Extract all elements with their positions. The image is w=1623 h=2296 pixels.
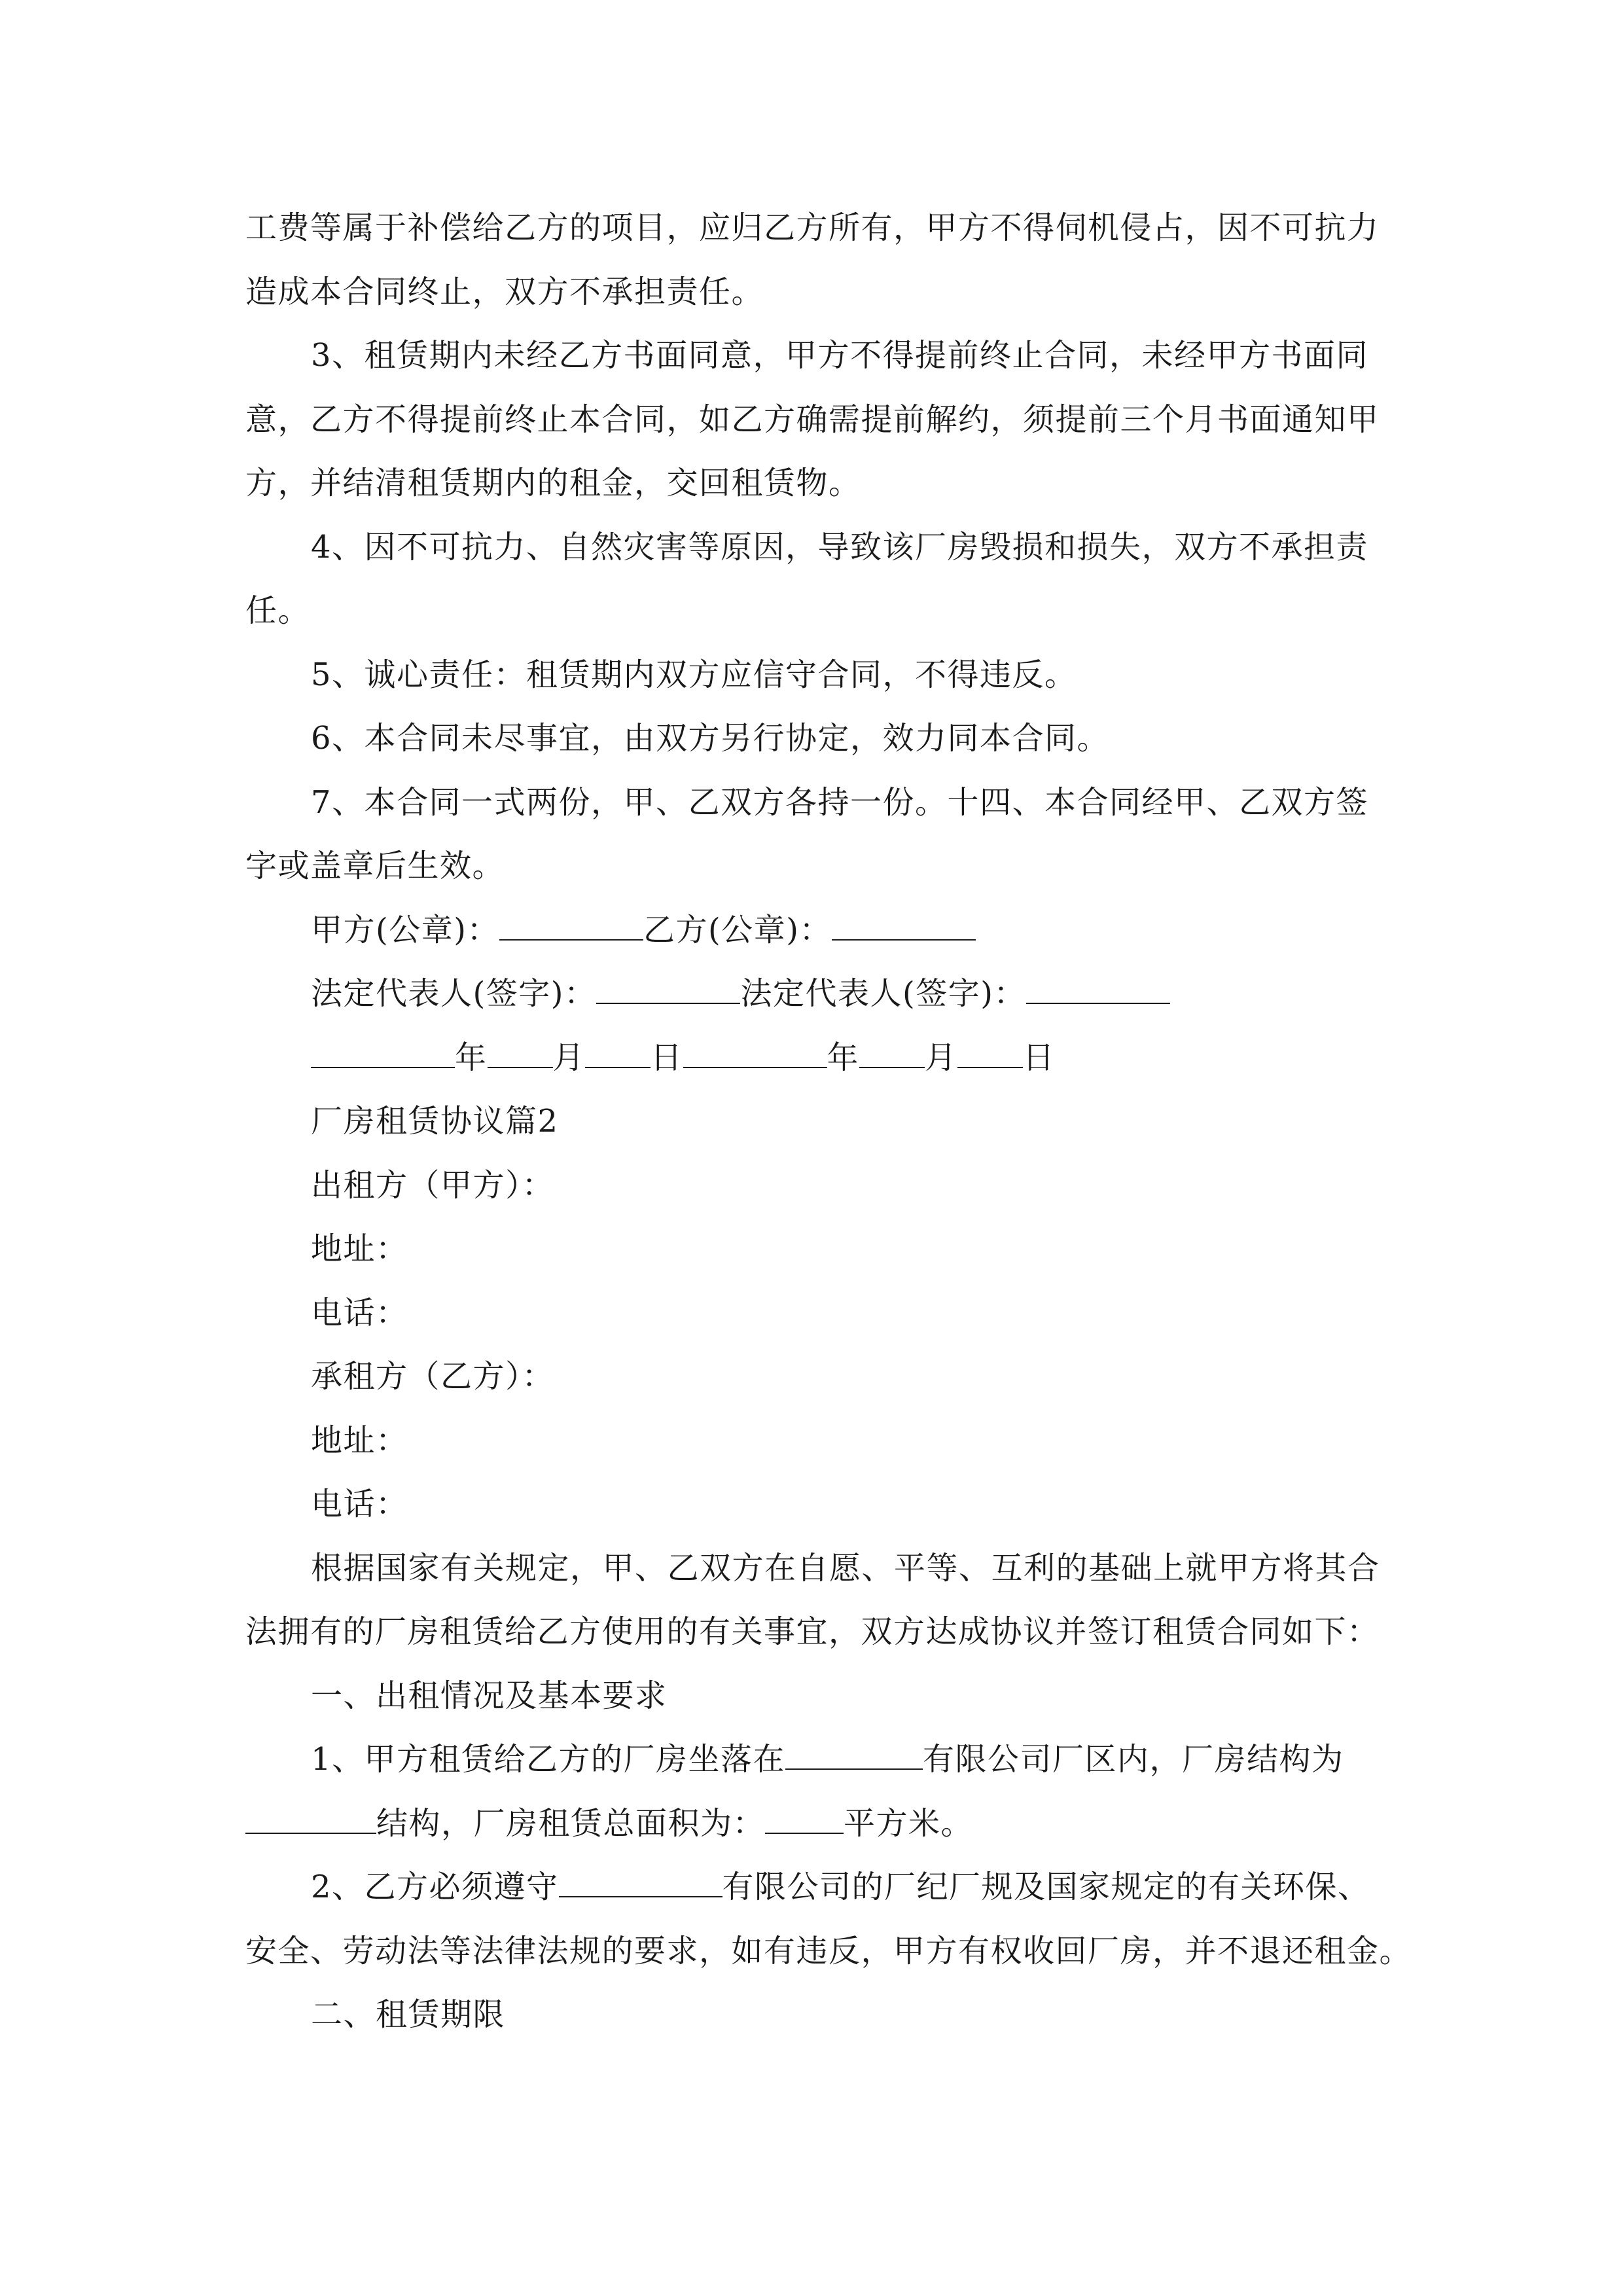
item-1-text: 平方米。	[844, 1804, 974, 1842]
month-label: 月	[552, 1039, 586, 1076]
clause-3: 3、租赁期内未经乙方书面同意，甲方不得提前终止合同，未经甲方书面同	[311, 337, 1369, 374]
month-blank-a	[488, 1041, 553, 1068]
month-blank-b	[859, 1041, 925, 1068]
day-blank-b	[957, 1041, 1023, 1068]
day-blank-a	[585, 1041, 651, 1068]
lessee-phone-label: 电话：	[311, 1486, 408, 1522]
section-title: 厂房租赁协议篇2	[311, 1103, 559, 1139]
paragraph-line: 法拥有的厂房租赁给乙方使用的有关事宜，双方达成协议并签订租赁合同如下：	[245, 1613, 1380, 1650]
item-1-text: 有限公司厂区内，厂房结构为	[923, 1741, 1344, 1778]
heading-lease-term: 二、租赁期限	[311, 1996, 506, 2033]
year-blank-a	[311, 1041, 455, 1068]
party-a-seal-blank	[499, 913, 643, 941]
item-1-line	[245, 1728, 1387, 1792]
company-blank	[559, 1870, 722, 1897]
item-2-text: 2、乙方必须遵守	[311, 1869, 559, 1905]
lessor-phone-label: 电话：	[311, 1294, 408, 1331]
item-1-text: 1、甲方租赁给乙方的厂房坐落在	[311, 1741, 786, 1778]
clause-5: 5、诚心责任：租赁期内双方应信守合同，不得违反。	[311, 656, 1077, 693]
year-blank-b	[683, 1041, 827, 1068]
area-blank	[765, 1806, 844, 1834]
paragraph-line: 安全、劳动法等法律法规的要求，如有违反，甲方有权收回厂房，并不退还租金。	[245, 1932, 1412, 1969]
signature-rep-line	[245, 962, 1387, 1026]
year-label: 年	[455, 1039, 488, 1076]
paragraph-line: 任。	[245, 592, 311, 629]
paragraph-line: 字或盖章后生效。	[245, 848, 505, 884]
item-2-line	[245, 1856, 1387, 1920]
intro-paragraph: 根据国家有关规定，甲、乙双方在自愿、平等、互利的基础上就甲方将其合	[311, 1549, 1380, 1587]
paragraph-line: 方，并结清租赁期内的租金，交回租赁物。	[245, 465, 861, 501]
signature-seal-line	[245, 899, 1387, 963]
signature-date-line	[245, 1026, 1387, 1090]
lessor-label: 出租方（甲方）：	[311, 1166, 555, 1204]
item-1-line-2	[245, 1792, 1387, 1856]
lessor-address-label: 地址：	[311, 1230, 408, 1267]
clause-6: 6、本合同未尽事宜，由双方另行协定，效力同本合同。	[311, 720, 1110, 757]
day-label: 日	[1022, 1039, 1056, 1076]
party-b-seal-blank	[832, 913, 976, 941]
rep-a-label: 法定代表人(签字)：	[311, 975, 597, 1012]
party-a-seal-label: 甲方(公章)：	[311, 911, 499, 948]
location-blank	[785, 1742, 923, 1770]
clause-7: 7、本合同一式两份，甲、乙双方各持一份。十四、本合同经甲、乙双方签	[311, 783, 1369, 821]
year-label: 年	[827, 1039, 860, 1076]
party-b-seal-label: 乙方(公章)：	[643, 911, 832, 948]
item-1-text: 结构，厂房租赁总面积为：	[376, 1804, 766, 1842]
lessee-label: 承租方（乙方）：	[311, 1358, 555, 1395]
paragraph-line: 造成本合同终止，双方不承担责任。	[245, 273, 764, 310]
structure-blank	[245, 1806, 376, 1834]
document-body	[245, 196, 1412, 2047]
clause-4: 4、因不可抗力、自然灾害等原因，导致该厂房毁损和损失，双方不承担责	[311, 528, 1369, 565]
rep-b-blank	[1026, 977, 1170, 1004]
lessee-address-label: 地址：	[311, 1422, 408, 1459]
heading-rental-basics: 一、出租情况及基本要求	[311, 1677, 668, 1714]
rep-a-blank	[596, 977, 740, 1004]
day-label: 日	[651, 1039, 683, 1076]
month-label: 月	[925, 1039, 957, 1076]
item-2-text: 有限公司的厂纪厂规及国家规定的有关环保、	[722, 1869, 1370, 1905]
paragraph-line: 意，乙方不得提前终止本合同，如乙方确需提前解约，须提前三个月书面通知甲	[245, 401, 1380, 438]
paragraph-line: 工费等属于补偿给乙方的项目，应归乙方所有，甲方不得伺机侵占，因不可抗力	[245, 209, 1380, 246]
rep-b-label: 法定代表人(签字)：	[740, 975, 1026, 1012]
